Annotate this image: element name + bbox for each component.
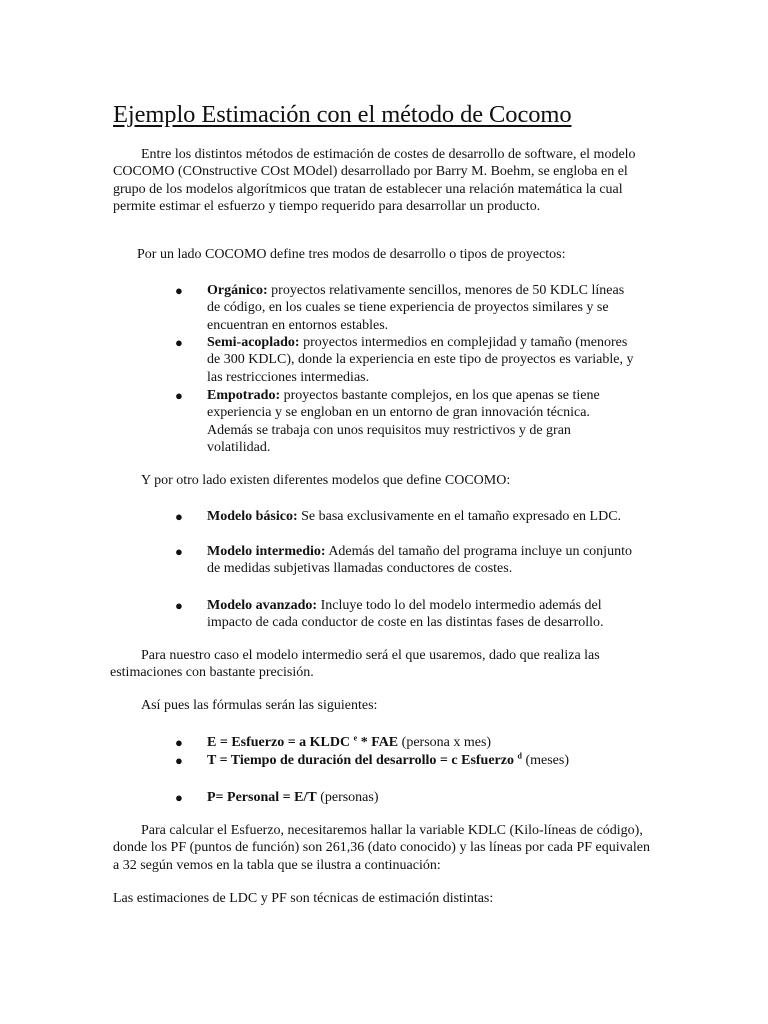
formula-bold-a: E = Esfuerzo = a KLDC: [207, 735, 354, 750]
term-label: Modelo básico:: [207, 509, 298, 524]
list-item-text: [207, 334, 637, 386]
bullet-icon: ●: [175, 283, 183, 298]
formula-unit: (meses): [521, 753, 569, 768]
list-item-text: [207, 597, 637, 632]
bullet-icon: ●: [175, 735, 183, 750]
formula-exponent: d: [517, 751, 522, 761]
formula-bold-a: P= Personal = E/T: [207, 790, 317, 805]
bullet-icon: ●: [175, 509, 183, 524]
term-description: proyectos relativamente sencillos, menores de 50 KDLC líneas de código, en los cuales se tiene experiencia de proyectos similares y se encuentran en entornos estables.: [207, 283, 625, 333]
list-item-text: [207, 543, 637, 578]
term-label: Modelo intermedio:: [207, 544, 326, 559]
term-description: Además del tamaño del programa incluye un conjunto de medidas subjetivas llamadas conductores de costes.: [207, 544, 632, 577]
formula-text: [207, 734, 687, 751]
list-item-text: [207, 387, 637, 457]
formula-exponent: e: [353, 733, 358, 743]
term-description: proyectos intermedios en complejidad y tamaño (menores de 300 KDLC), donde la experiencia en este tipo de proyectos es variable, y las restricciones intermedias.: [207, 335, 634, 385]
term-label: Empotrado:: [207, 388, 281, 403]
term-description: proyectos bastante complejos, en los que apenas se tiene experiencia y se engloban en un entorno de gran innovación técnica. Además se trabaja con unos requisitos muy restrictivos y de gran volatilidad.: [207, 388, 600, 456]
formula-bold-a: T = Tiempo de duración del desarrollo = c Esfuerzo: [207, 753, 518, 768]
formula-unit: (persona x mes): [398, 735, 492, 750]
list-item-text: [207, 282, 637, 334]
effort-paragraph: Para calcular el Esfuerzo, necesitaremos hallar la variable KDLC (Kilo-líneas de código), donde los PF (puntos de función) son 261,36 (dato conocido) y las líneas por cada PF equivalen a 32 según vemos en la tabla que se ilustra a continuación:: [113, 823, 650, 873]
bullet-icon: ●: [175, 335, 183, 350]
term-description: Se basa exclusivamente en el tamaño expresado en LDC.: [297, 509, 622, 524]
modes-intro-paragraph: Por un lado COCOMO define tres modos de desarrollo o tipos de proyectos:: [137, 247, 566, 262]
choice-paragraph: Para nuestro caso el modelo intermedio será el que usaremos, dado que realiza las estimaciones con bastante precisión.: [110, 648, 600, 681]
page-title: Ejemplo Estimación con el método de Cocomo: [113, 101, 572, 128]
formula-unit: (personas): [316, 790, 379, 805]
bullet-icon: ●: [175, 544, 183, 559]
bullet-icon: ●: [175, 388, 183, 403]
intro-paragraph: Entre los distintos métodos de estimación de costes de desarrollo de software, el modelo COCOMO (COnstructive COst MOdel) desarrollado por Barry M. Boehm, se engloba en el grupo de los modelos algorítmicos que tratan de establecer una relación matemática la cual permite estimar el esfuerzo y tiempo requerido para desarrollar un producto.: [113, 147, 636, 215]
term-label: Semi-acoplado:: [207, 335, 300, 350]
formula-bold-b: * FAE: [357, 735, 399, 750]
term-description: Incluye todo lo del modelo intermedio además del impacto de cada conductor de coste en las distintas fases de desarrollo.: [207, 598, 604, 631]
closing-paragraph: Las estimaciones de LDC y PF son técnicas de estimación distintas:: [113, 891, 494, 906]
list-item-text: [207, 508, 637, 525]
models-intro-paragraph: Y por otro lado existen diferentes modelos que define COCOMO:: [141, 473, 511, 488]
bullet-icon: ●: [175, 598, 183, 613]
formula-text: [207, 752, 687, 769]
formula-text: [207, 789, 687, 806]
bullet-icon: ●: [175, 790, 183, 805]
term-label: Orgánico:: [207, 283, 268, 298]
term-label: Modelo avanzado:: [207, 598, 318, 613]
formulas-intro-paragraph: Así pues las fórmulas serán las siguientes:: [141, 698, 378, 713]
bullet-icon: ●: [175, 753, 183, 768]
